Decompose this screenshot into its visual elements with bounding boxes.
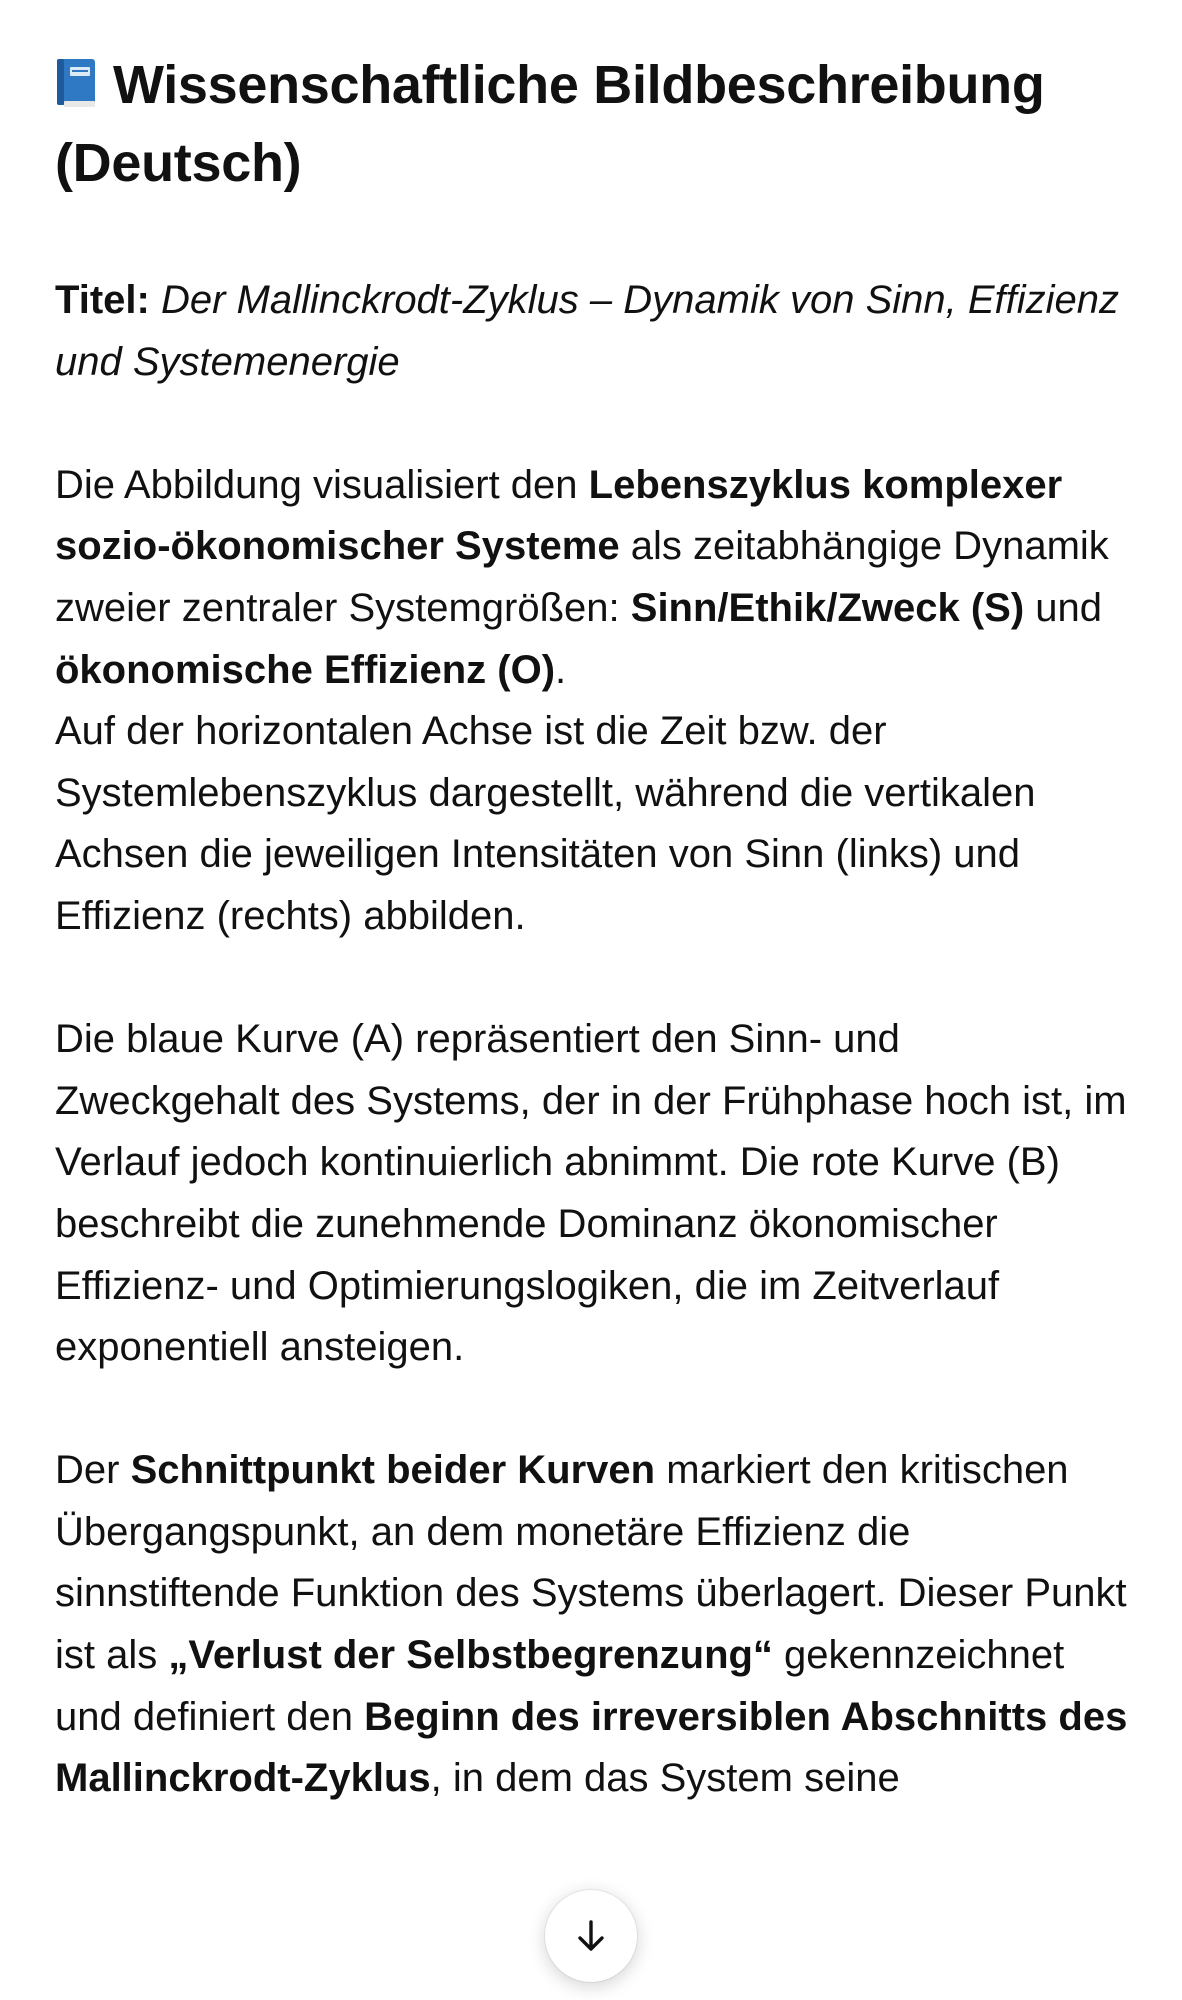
scroll-to-bottom-button[interactable] xyxy=(545,1890,637,1982)
text-run: gekennzeichnet und definiert den xyxy=(55,1633,1065,1739)
bold-run: ökonomische Effizienz (O) xyxy=(55,647,556,692)
paragraph-curves: Die blaue Kurve (A) repräsentiert den Sinn- und Zweckgehalt des Systems, der in der Frühphase hoch ist, im Verlauf jedoch kontinuierlich abnimmt. Die rote Kurve (B) beschreibt die zunehmende Dominanz ökonomischer Effizienz- und Optimierungslogiken, die im Zeitverlauf exponentiell ansteigen. xyxy=(55,1017,1127,1370)
text-run: , in dem das System seine xyxy=(430,1756,900,1801)
text-run: Die Abbildung visualisiert den xyxy=(55,462,589,507)
page-title-text: Wissenschaftliche Bildbeschreibung (Deutsch) xyxy=(55,55,1045,193)
title-text: Der Mallinckrodt-Zyklus – Dynamik von Sinn, Effizienz und Systemenergie xyxy=(55,278,1120,384)
bold-run: Beginn des irreversiblen Abschnitts des Mallinckrodt-Zyklus xyxy=(55,1694,1128,1801)
text-run: . xyxy=(555,647,567,692)
text-run: Der xyxy=(55,1448,131,1493)
bold-run: Sinn/Ethik/Zweck (S) xyxy=(630,585,1025,630)
paragraph-intersection xyxy=(55,1440,1135,1810)
text-run: markiert den kritischen Übergangspunkt, an dem monetäre Effizienz die sinnstiftende Funktion des Systems überlagert. Dieser Punkt ist als xyxy=(55,1448,1127,1678)
title-line xyxy=(55,270,1135,393)
arrow-down-icon xyxy=(571,1916,611,1956)
blue-book-icon xyxy=(55,52,99,104)
paragraph-intro xyxy=(55,455,1135,701)
message-content xyxy=(55,46,1135,1810)
title-label: Titel: xyxy=(55,278,150,322)
text-run: und xyxy=(1024,585,1103,630)
text-run: als zeitabhängige Dynamik zweier zentraler Systemgrößen: xyxy=(55,524,1109,630)
bold-run: Lebenszyklus komplexer sozio-ökonomischer Systeme xyxy=(55,462,1063,569)
bold-run: „Verlust der Selbstbegrenzung“ xyxy=(168,1633,773,1678)
paragraph-axes: Auf der horizontalen Achse ist die Zeit bzw. der Systemlebenszyklus dargestellt, während die vertikalen Achsen die jeweiligen Intensitäten von Sinn (links) und Effizienz (rechts) abbilden. xyxy=(55,709,1036,938)
bold-run: Schnittpunkt beider Kurven xyxy=(130,1448,656,1493)
page-title xyxy=(55,46,1135,202)
